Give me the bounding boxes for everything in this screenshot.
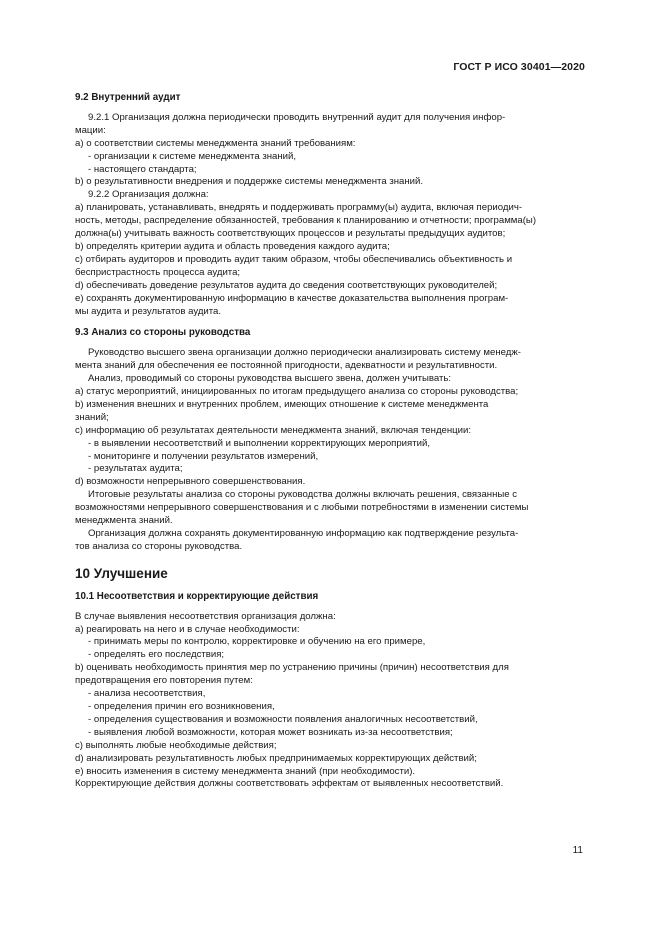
- text-line: возможностями непрерывного совершенствования и с любыми потребностями в изменении системы: [75, 502, 529, 514]
- text-line: мации:: [75, 124, 106, 136]
- text-line: Анализ, проводимый со стороны руководства высшего звена, должен учитывать:: [88, 373, 452, 385]
- text-line: мента знаний для обеспечения ее постоянной пригодности, адекватности и результативности.: [75, 360, 498, 372]
- text-line: a) реагировать на него и в случае необходимости:: [75, 623, 300, 635]
- text-line: Руководство высшего звена организации должно периодически анализировать систему менедж-: [88, 347, 521, 359]
- text-line: предотвращения его повторения путем:: [75, 675, 253, 687]
- text-line: c) информацию об результатах деятельности менеджмента знаний, включая тенденции:: [75, 424, 472, 436]
- text-line: должна(ы) учитывать важность соответствующих процессов и результаты предыдущих аудитов;: [75, 228, 506, 240]
- text-line: a) планировать, устанавливать, внедрять и поддерживать программу(ы) аудита, включая периодич-: [75, 202, 523, 214]
- text-line: Корректирующие действия должны соответствовать эффектам от выявленных несоответствий.: [75, 778, 504, 790]
- section-10-title: 10 Улучшение: [75, 565, 168, 581]
- text-line: d) обеспечивать доведение результатов аудита до сведения соответствующих руководителей;: [75, 279, 498, 291]
- text-line: d) возможности непрерывного совершенствования.: [75, 476, 306, 488]
- text-line: b) о результативности внедрения и поддержке системы менеджмента знаний.: [75, 176, 424, 188]
- list-item: - определения причин его возникновения,: [88, 700, 275, 712]
- text-line: b) изменения внешних и внутренних проблем, имеющих отношение к системе менеджмента: [75, 398, 489, 410]
- text-line: d) анализировать результативность любых предпринимаемых корректирующих действий;: [75, 752, 477, 764]
- section-9-3-title: 9.3 Анализ со стороны руководства: [75, 327, 251, 339]
- list-item: - анализа несоответствия,: [88, 688, 206, 700]
- text-line: Итоговые результаты анализа со стороны руководства должны включать решения, связанные с: [88, 489, 518, 501]
- list-item: - организации к системе менеджмента знаний,: [88, 150, 297, 162]
- text-line: b) оценивать необходимость принятия мер по устранению причины (причин) несоответствия для: [75, 662, 509, 674]
- list-item: - определять его последствия;: [88, 649, 225, 661]
- text-line: e) вносить изменения в систему менеджмента знаний (при необходимости).: [75, 765, 416, 777]
- text-line: менеджмента знаний.: [75, 515, 173, 527]
- text-line: беспристрастность процесса аудита;: [75, 266, 241, 278]
- text-line: e) сохранять документированную информацию в качестве доказательства выполнения програм-: [75, 292, 509, 304]
- text-line: a) о соответствии системы менеджмента знаний требованиям:: [75, 137, 356, 149]
- text-line: a) статус мероприятий, инициированных по итогам предыдущего анализа со стороны руководства;: [75, 386, 519, 398]
- text-line: c) отбирать аудиторов и проводить аудит таким образом, чтобы обеспечивались объективность и: [75, 253, 513, 265]
- text-line: b) определять критерии аудита и область проведения каждого аудита;: [75, 240, 390, 252]
- section-10-1-title: 10.1 Несоответствия и корректирующие действия: [75, 590, 319, 602]
- text-line: c) выполнять любые необходимые действия;: [75, 739, 277, 751]
- list-item: - настоящего стандарта;: [88, 163, 197, 175]
- text-line: 9.2.1 Организация должна периодически проводить внутренний аудит для получения инфор-: [88, 111, 506, 123]
- list-item: - выявления любой возможности, которая может возникать из-за несоответствия;: [88, 726, 453, 738]
- section-9-2-title: 9.2 Внутренний аудит: [75, 92, 181, 103]
- text-line: мы аудита и результатов аудита.: [75, 305, 222, 317]
- page-content: [75, 92, 583, 791]
- page-number: 11: [572, 845, 583, 856]
- list-item: - результатах аудита;: [88, 463, 183, 475]
- standard-header: ГОСТ Р ИСО 30401—2020: [453, 61, 585, 73]
- text-line: тов анализа со стороны руководства.: [75, 540, 243, 552]
- text-line: В случае выявления несоответствия организация должна:: [75, 610, 336, 622]
- list-item: - определения существования и возможности появления аналогичных несоответствий,: [88, 713, 478, 725]
- list-item: - принимать меры по контролю, корректировке и обучению на его примере,: [88, 636, 426, 648]
- list-item: - мониторинге и получении результатов измерений,: [88, 450, 319, 462]
- text-line: 9.2.2 Организация должна:: [88, 189, 209, 201]
- text-line: ность, методы, распределение обязанностей, требования к планированию и отчетности; программа(ы): [75, 215, 537, 227]
- text-line: знаний;: [75, 411, 109, 423]
- text-line: Организация должна сохранять документированную информацию как подтверждение результа-: [88, 528, 519, 539]
- list-item: - в выявлении несоответствий и выполнении корректирующих мероприятий,: [88, 437, 431, 449]
